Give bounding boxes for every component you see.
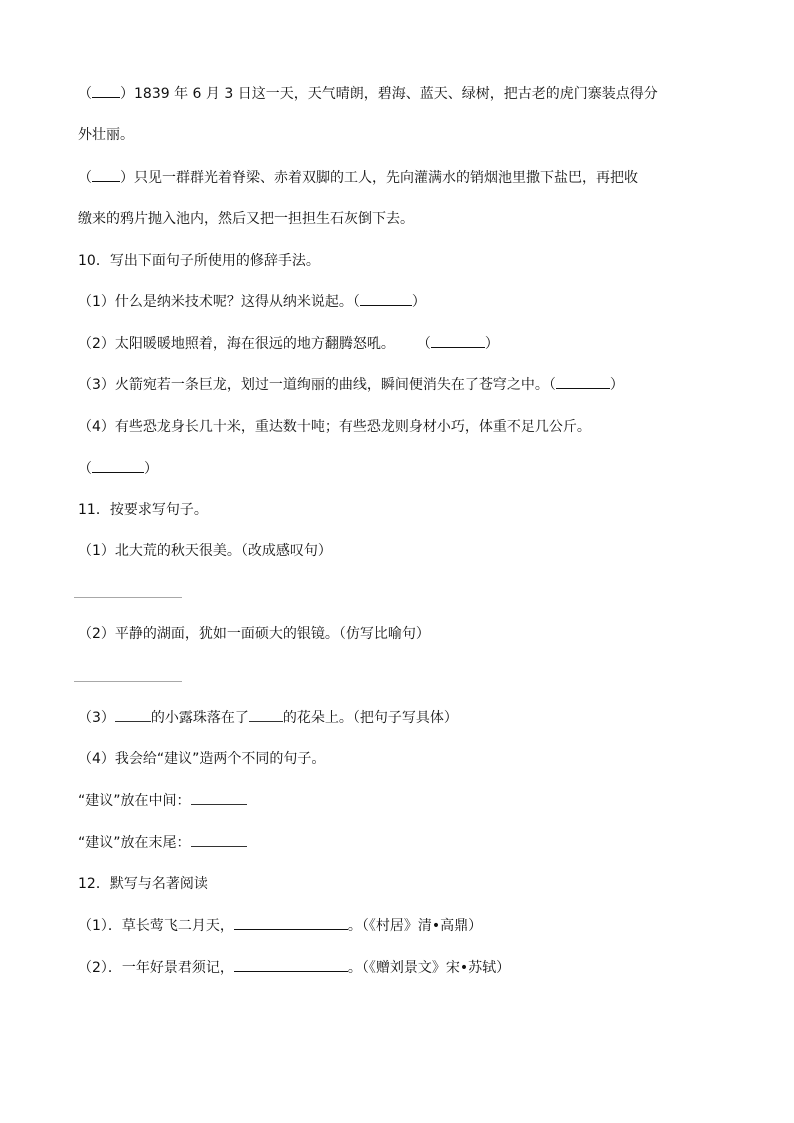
q11-title: 11．按要求写句子。 — [78, 502, 208, 518]
q10-i4-open: （ — [78, 461, 92, 477]
q10-i2-blank[interactable] — [431, 333, 485, 348]
q10-item-1 — [78, 291, 426, 312]
q12-i2-suffix: 。（《赠刘景文》宋•苏轼） — [347, 960, 511, 976]
q11-i3-prefix: （3） — [78, 710, 115, 726]
q9-s1-blank[interactable] — [92, 83, 120, 98]
q11-middle-row — [78, 790, 247, 811]
q10-i2-close: ） — [484, 336, 499, 352]
q11-i3-blank-1[interactable] — [115, 707, 151, 722]
q11-i3-suffix: 的花朵上。（把句子写具体） — [282, 710, 458, 726]
q11-end-row — [78, 832, 247, 853]
q12-i1-prefix: （1）．草长莺飞二月天， — [78, 918, 234, 934]
q11-item-2-answer-line[interactable] — [74, 681, 182, 682]
q10-i3-blank[interactable] — [556, 374, 610, 389]
q10-i3-text: （3）火箭宛若一条巨龙，划过一道绚丽的曲线，瞬间便消失在了苍穹之中。（ — [78, 377, 556, 393]
q11-middle-blank[interactable] — [191, 790, 247, 805]
q11-end-blank[interactable] — [191, 832, 247, 847]
q10-i1-close: ） — [411, 294, 426, 310]
q11-end-label: “建议”放在末尾： — [78, 835, 191, 851]
q11-item-3 — [78, 707, 458, 728]
q12-title: 12．默写与名著阅读 — [78, 876, 208, 892]
q10-i4-close: ） — [144, 461, 158, 477]
q12-i2-blank[interactable] — [234, 957, 348, 972]
q12-item-2 — [78, 957, 510, 978]
q10-item-4: （4）有些恐龙身长几十米，重达数十吨；有些恐龙则身材小巧，体重不足几公斤。 — [78, 419, 591, 435]
q10-i2-text: （2）太阳暖暖地照着，海在很远的地方翻腾怒吼。 — [78, 336, 395, 352]
q10-title: 10．写出下面句子所使用的修辞手法。 — [78, 253, 320, 269]
q10-i1-blank[interactable] — [360, 291, 412, 306]
q11-item-1-answer-line[interactable] — [74, 597, 182, 598]
q9-s2-open: （ — [78, 170, 92, 186]
q11-middle-label: “建议”放在中间： — [78, 793, 191, 809]
q10-i1-text: （1）什么是纳米技术呢？这得从纳米说起。（ — [78, 294, 360, 310]
q10-item-2 — [78, 333, 499, 354]
q11-item-2: （2）平静的湖面，犹如一面硕大的银镜。（仿写比喻句） — [78, 626, 430, 642]
q10-i3-close: ） — [609, 377, 624, 393]
q9-sentence-2 — [78, 167, 638, 188]
q11-item-4: （4）我会给“建议”造两个不同的句子。 — [78, 751, 326, 767]
q10-item-4-answer — [78, 458, 158, 479]
q11-item-1: （1）北大荒的秋天很美。（改成感叹句） — [78, 543, 332, 559]
q9-s1-open: （ — [78, 86, 92, 102]
q10-item-3 — [78, 374, 624, 395]
q9-s1-text: ）1839 年 6 月 3 日这一天，天气晴朗，碧海、蓝天、绿树，把古老的虎门寨装点得分 — [120, 86, 658, 102]
q12-i1-suffix: 。（《村居》清•高鼎） — [347, 918, 483, 934]
q9-s2-text: ）只见一群群光着脊梁、赤着双脚的工人，先向灌满水的销烟池里撒下盐巴，再把收 — [120, 170, 638, 186]
q10-i2-open: （ — [416, 336, 431, 352]
q12-i1-blank[interactable] — [234, 915, 348, 930]
q9-sentence-1-cont: 外壮丽。 — [78, 127, 134, 143]
q9-s2-blank[interactable] — [92, 167, 120, 182]
q10-i4-blank[interactable] — [92, 458, 144, 473]
q11-i3-blank-2[interactable] — [249, 707, 283, 722]
q11-i3-middle: 的小露珠落在了 — [150, 710, 249, 726]
q9-sentence-2-cont: 缴来的鸦片抛入池内，然后又把一担担生石灰倒下去。 — [78, 211, 414, 227]
q12-item-1 — [78, 915, 482, 936]
q12-i2-prefix: （2）．一年好景君须记， — [78, 960, 234, 976]
q9-sentence-1 — [78, 83, 658, 104]
